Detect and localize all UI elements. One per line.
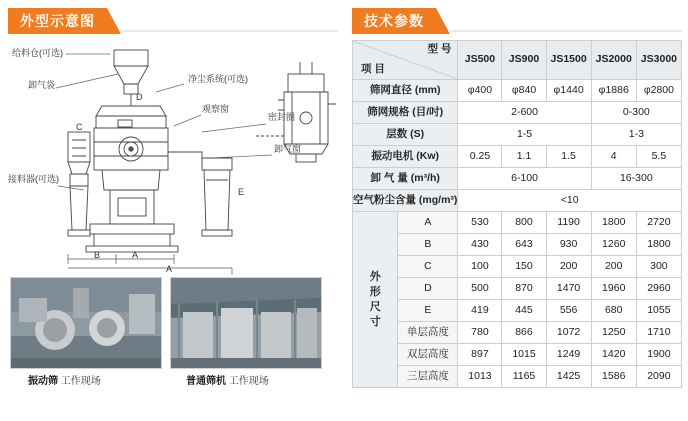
spec-table-body — [353, 80, 682, 388]
dimension-value-cell: 1250 — [591, 322, 636, 344]
photo2-caption — [186, 372, 269, 387]
spec-value-cell: 1.5 — [546, 146, 591, 168]
table-row — [353, 344, 682, 366]
photo1-caption-bold: 振动筛 — [28, 376, 58, 387]
dimension-value-cell: 2720 — [636, 212, 681, 234]
diagram-dimension-label: A — [132, 250, 139, 260]
spec-table-wrapper — [352, 40, 682, 388]
dimension-value-cell: 1425 — [546, 366, 591, 388]
dimension-value-cell: 870 — [502, 278, 546, 300]
table-row — [353, 168, 682, 190]
dimension-value-cell: 1015 — [502, 344, 546, 366]
spec-value-cell: φ1440 — [546, 80, 591, 102]
table-row — [353, 322, 682, 344]
dimension-value-cell: 1586 — [591, 366, 636, 388]
model-header-js2000: JS2000 — [591, 41, 636, 80]
header-tail-icon — [107, 8, 121, 34]
model-header-js900: JS900 — [502, 41, 546, 80]
dimension-value-cell: 1710 — [636, 322, 681, 344]
dimension-value-cell: 1960 — [591, 278, 636, 300]
dimension-value-cell: 556 — [546, 300, 591, 322]
dimension-value-cell: 930 — [546, 234, 591, 256]
spec-value-cell: 16-300 — [591, 168, 681, 190]
spec-value-cell: 4 — [591, 146, 636, 168]
dimension-row-label: 双层高度 — [398, 344, 458, 366]
dimension-value-cell: 419 — [458, 300, 502, 322]
dimension-value-cell: 866 — [502, 322, 546, 344]
spec-table — [352, 40, 682, 388]
table-row — [353, 80, 682, 102]
dimension-row-label: 单层高度 — [398, 322, 458, 344]
spec-value-cell: φ400 — [458, 80, 502, 102]
dimension-value-cell: 643 — [502, 234, 546, 256]
diagram-label: C — [76, 122, 83, 132]
dimension-value-cell: 430 — [458, 234, 502, 256]
table-row — [353, 124, 682, 146]
dimension-value-cell: 1190 — [546, 212, 591, 234]
header-rule — [450, 30, 682, 32]
diagram-dimension-label: B — [94, 250, 101, 260]
machine-outline-diagram — [6, 40, 342, 274]
corner-top-label: 型 号 — [427, 43, 452, 55]
spec-row-label: 筛网直径 (mm) — [353, 80, 458, 102]
dimension-value-cell: 445 — [502, 300, 546, 322]
spec-row-label: 振动电机 (Kw) — [353, 146, 458, 168]
diagram-dimension-label: A — [166, 264, 173, 274]
diagram-label: 给料仓(可选) — [12, 48, 63, 58]
photo1-caption — [28, 372, 101, 387]
dimension-value-cell: 1165 — [502, 366, 546, 388]
dimension-row-label: C — [398, 256, 458, 278]
dimension-value-cell: 200 — [591, 256, 636, 278]
spec-value-cell: 2-600 — [458, 102, 591, 124]
spec-row-label: 层数 (S) — [353, 124, 458, 146]
dimension-value-cell: 897 — [458, 344, 502, 366]
spec-value-cell: 1-5 — [458, 124, 591, 146]
spec-value-cell: 1-3 — [591, 124, 681, 146]
dimension-value-cell: 780 — [458, 322, 502, 344]
header-tail-icon — [436, 8, 450, 34]
table-row — [353, 278, 682, 300]
photo2-caption-rest: 工作现场 — [226, 376, 269, 387]
dimension-row-label: 三层高度 — [398, 366, 458, 388]
dimension-value-cell: 1072 — [546, 322, 591, 344]
table-row — [353, 102, 682, 124]
dimension-value-cell: 1800 — [591, 212, 636, 234]
dimension-value-cell: 1800 — [636, 234, 681, 256]
dimension-row-label: D — [398, 278, 458, 300]
diagram-label: 密封圈 — [268, 112, 296, 122]
spec-row-label: 卸 气 量 (m³/h) — [353, 168, 458, 190]
photo-standard-screen-site — [170, 277, 322, 369]
dimension-value-cell: 300 — [636, 256, 681, 278]
model-header-js500: JS500 — [458, 41, 502, 80]
table-header-row — [353, 41, 682, 80]
table-corner-cell — [353, 41, 458, 80]
model-header-js1500: JS1500 — [546, 41, 591, 80]
dimension-value-cell: 1470 — [546, 278, 591, 300]
dimension-row-label: A — [398, 212, 458, 234]
dimension-value-cell: 100 — [458, 256, 502, 278]
diagram-label: 卸气袋 — [28, 80, 56, 90]
diagram-label: D — [136, 92, 143, 102]
spec-row-label: 空气粉尘含量 (mg/m³) — [353, 190, 458, 212]
photo-vibrating-screen-site — [10, 277, 162, 369]
photo2-caption-bold: 普通筛机 — [186, 376, 226, 387]
diagram-label: 卸气窗 — [274, 144, 302, 154]
dimension-value-cell: 1249 — [546, 344, 591, 366]
spec-value-cell: φ2800 — [636, 80, 681, 102]
dimension-value-cell: 680 — [591, 300, 636, 322]
dimension-value-cell: 1420 — [591, 344, 636, 366]
dimension-value-cell: 500 — [458, 278, 502, 300]
diagram-label: E — [238, 187, 245, 197]
dimension-value-cell: 1055 — [636, 300, 681, 322]
spec-value-cell: 1.1 — [502, 146, 546, 168]
dimension-value-cell: 1013 — [458, 366, 502, 388]
table-row — [353, 212, 682, 234]
model-header-js3000: JS3000 — [636, 41, 681, 80]
dimension-row-label: E — [398, 300, 458, 322]
photo1-caption-rest: 工作现场 — [58, 376, 101, 387]
section-header-diagram — [8, 8, 338, 34]
spec-value-cell: 5.5 — [636, 146, 681, 168]
dimension-value-cell: 530 — [458, 212, 502, 234]
corner-bottom-label: 项 目 — [361, 63, 385, 76]
table-row — [353, 300, 682, 322]
table-row — [353, 146, 682, 168]
table-row — [353, 256, 682, 278]
spec-value-cell: φ840 — [502, 80, 546, 102]
diagram-label: 接料器(可选) — [8, 174, 59, 184]
spec-value-cell: 0.25 — [458, 146, 502, 168]
header-rule — [121, 30, 338, 32]
section-header-diagram-label: 外型示意图 — [8, 8, 107, 34]
spec-table-head — [353, 41, 682, 80]
dimension-value-cell: 1260 — [591, 234, 636, 256]
spec-row-label: 筛网规格 (目/吋) — [353, 102, 458, 124]
spec-value-cell: φ1886 — [591, 80, 636, 102]
table-row — [353, 366, 682, 388]
dimension-value-cell: 200 — [546, 256, 591, 278]
dimension-value-cell: 2960 — [636, 278, 681, 300]
dimension-row-label: B — [398, 234, 458, 256]
section-header-specs — [352, 8, 682, 34]
spec-value-cell: 6-100 — [458, 168, 591, 190]
spec-value-cell: <10 — [458, 190, 682, 212]
diagram-label: 净尘系统(可选) — [188, 74, 248, 84]
table-row — [353, 234, 682, 256]
section-header-specs-label: 技术参数 — [352, 8, 436, 34]
spec-value-cell: 0-300 — [591, 102, 681, 124]
dimension-group-label: 外 形 尺 寸 — [353, 212, 398, 388]
diagram-label: 观察窗 — [202, 104, 230, 114]
dimension-value-cell: 800 — [502, 212, 546, 234]
dimension-value-cell: 1900 — [636, 344, 681, 366]
table-row — [353, 190, 682, 212]
dimension-value-cell: 2090 — [636, 366, 681, 388]
dimension-value-cell: 150 — [502, 256, 546, 278]
